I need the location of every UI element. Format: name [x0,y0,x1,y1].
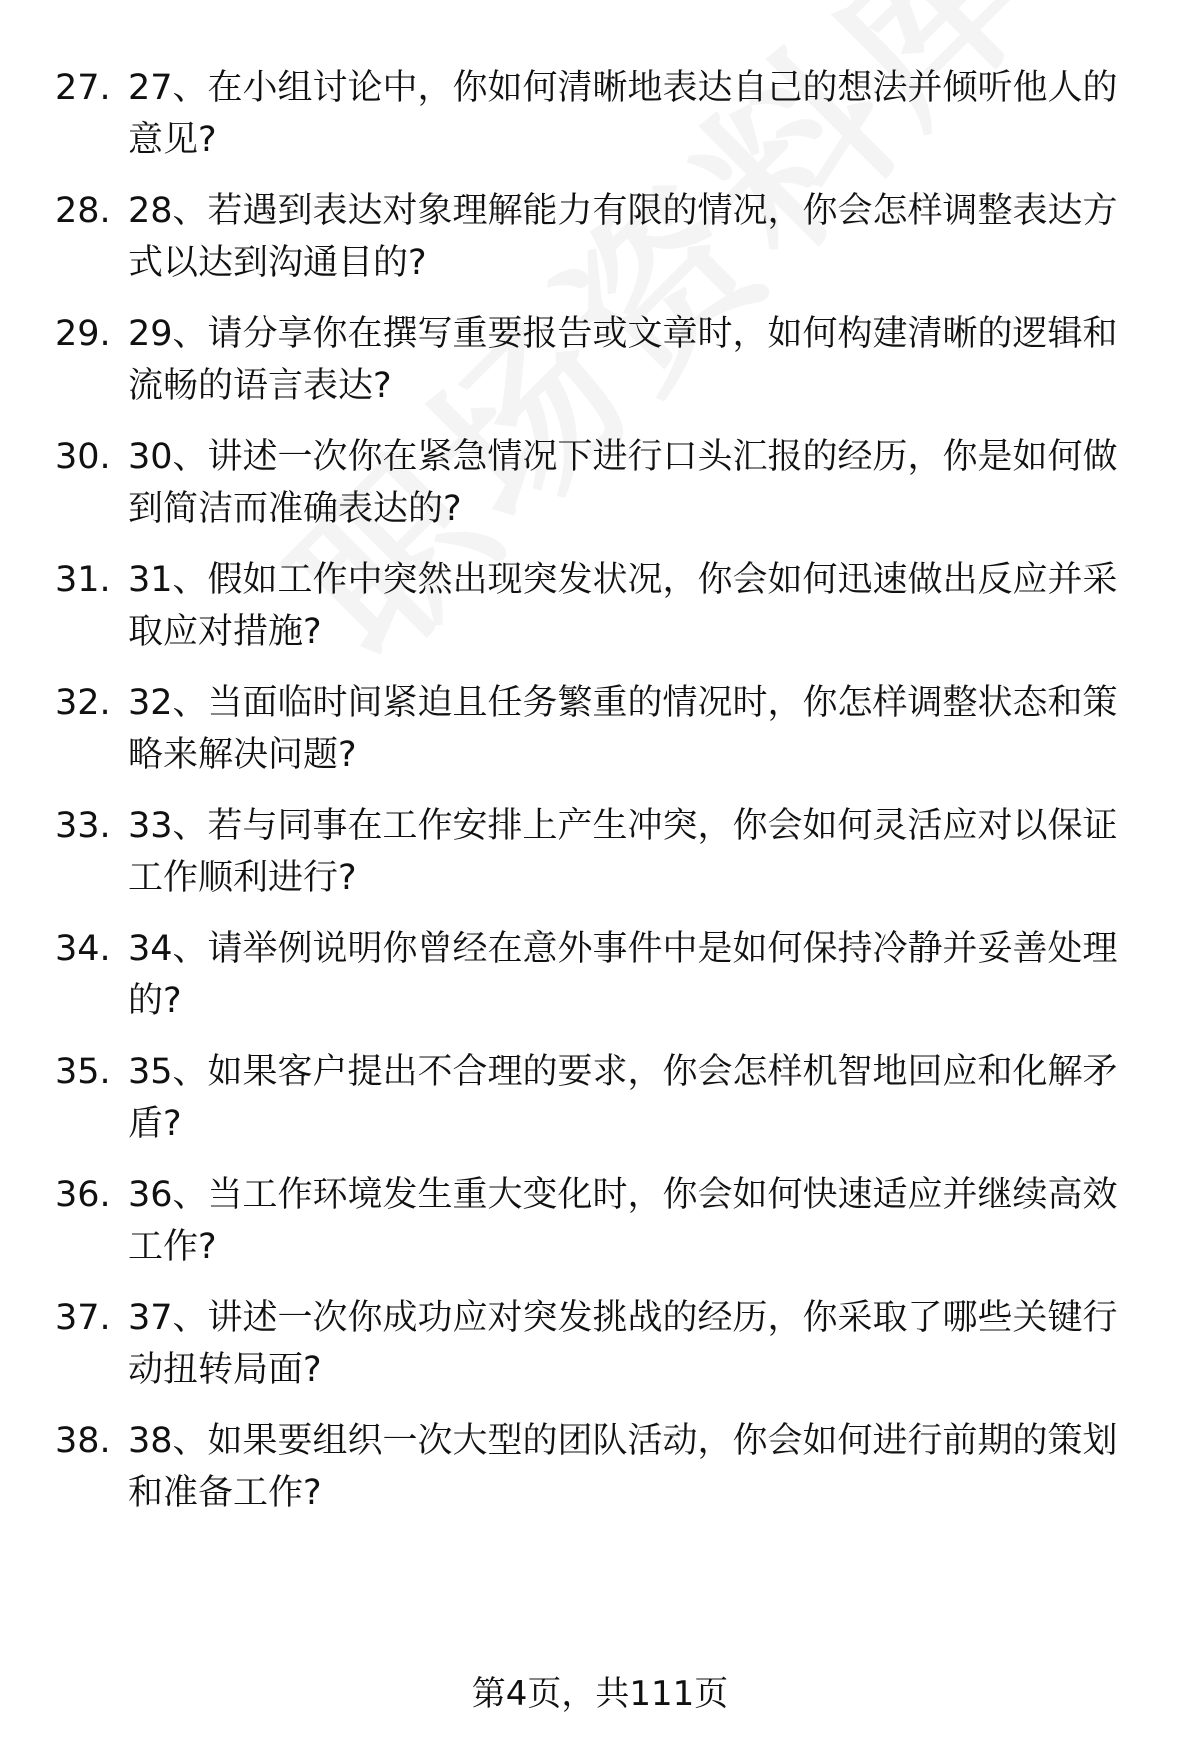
question-number: 30. [55,437,111,477]
question-item [0,554,1200,677]
question-item [0,431,1200,554]
question-text: 37、讲述一次你成功应对突发挑战的经历，你采取了哪些关键行动扭转局面? [128,1298,1118,1390]
question-number: 37. [55,1298,111,1338]
question-item [0,800,1200,923]
question-item [0,62,1200,185]
question-number: 38. [55,1421,111,1461]
question-item [0,1292,1200,1415]
question-number: 35. [55,1052,111,1092]
question-number: 36. [55,1175,111,1215]
question-text: 35、如果客户提出不合理的要求，你会怎样机智地回应和化解矛盾? [128,1052,1118,1144]
question-number: 31. [55,560,111,600]
question-list [0,62,1200,1538]
question-text: 30、讲述一次你在紧急情况下进行口头汇报的经历，你是如何做到简洁而准确表达的? [128,437,1118,529]
question-text: 27、在小组讨论中，你如何清晰地表达自己的想法并倾听他人的意见? [128,68,1118,160]
question-item [0,185,1200,308]
page-number-label: 第4页，共111页 [471,1674,729,1714]
question-item [0,1169,1200,1292]
question-number: 34. [55,929,111,969]
question-item [0,677,1200,800]
page-footer [0,1670,1200,1718]
question-text: 33、若与同事在工作安排上产生冲突，你会如何灵活应对以保证工作顺利进行? [128,806,1118,898]
question-item [0,1415,1200,1538]
question-text: 36、当工作环境发生重大变化时，你会如何快速适应并继续高效工作? [128,1175,1118,1267]
question-number: 32. [55,683,111,723]
question-item [0,1046,1200,1169]
question-number: 33. [55,806,111,846]
question-item [0,308,1200,431]
question-text: 38、如果要组织一次大型的团队活动，你会如何进行前期的策划和准备工作? [128,1421,1118,1513]
question-number: 29. [55,314,111,354]
question-text: 34、请举例说明你曾经在意外事件中是如何保持冷静并妥善处理的? [128,929,1118,1021]
question-number: 27. [55,68,111,108]
question-text: 29、请分享你在撰写重要报告或文章时，如何构建清晰的逻辑和流畅的语言表达? [128,314,1118,406]
question-text: 32、当面临时间紧迫且任务繁重的情况时，你怎样调整状态和策略来解决问题? [128,683,1118,775]
question-number: 28. [55,191,111,231]
question-text: 28、若遇到表达对象理解能力有限的情况，你会怎样调整表达方式以达到沟通目的? [128,191,1118,283]
question-item [0,923,1200,1046]
question-text: 31、假如工作中突然出现突发状况，你会如何迅速做出反应并采取应对措施? [128,560,1118,652]
